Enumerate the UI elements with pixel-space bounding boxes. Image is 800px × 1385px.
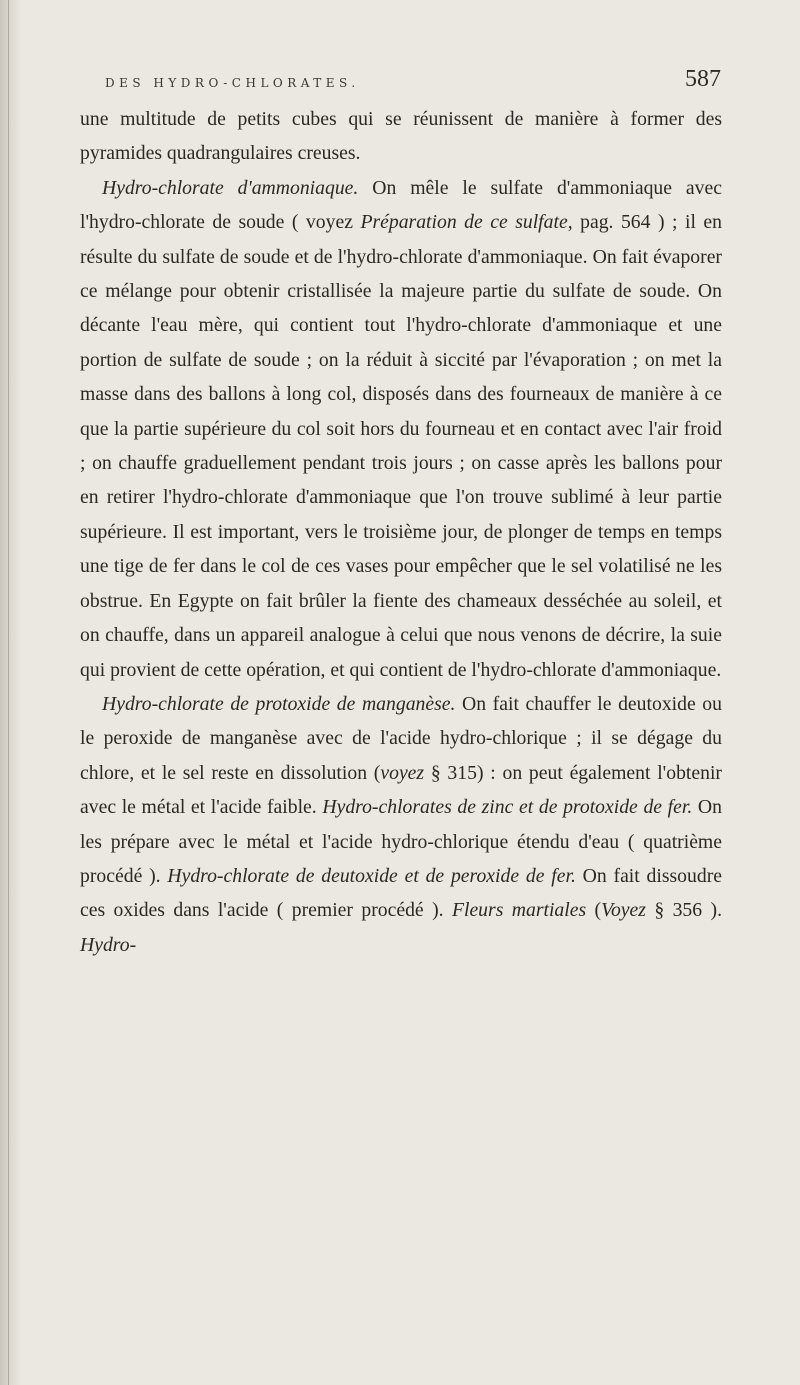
binding-shadow	[0, 0, 22, 1385]
italic-text: Hydro-chlorate de protoxide de manganèse.	[102, 692, 456, 715]
binding-edge	[8, 0, 9, 1385]
text-run: § 315) : on peut également l'obtenir avec le métal et l'acide faible.	[80, 761, 722, 819]
italic-text: Hydro-chlorate de deutoxide et de peroxide de fer.	[167, 864, 576, 887]
italic-text: voyez	[380, 761, 425, 784]
running-head: DES HYDRO-CHLORATES.	[105, 76, 360, 90]
text-run: une multitude de petits cubes qui se réunissent de manière à former des pyramides quadrangulaires creuses.	[80, 108, 722, 165]
body-text	[80, 102, 722, 962]
page-header	[105, 64, 721, 98]
italic-text: Voyez	[601, 899, 646, 922]
italic-text: Fleurs martiales	[451, 899, 587, 922]
text-run: On mêle le sulfate d'ammoniaque avec l'hydro-chlorate de soude ( voyez	[80, 176, 722, 234]
paragraph-hydro-chlorate-manganese	[80, 687, 722, 962]
text-run: On fait dissoudre ces oxides dans l'acide ( premier procédé ).	[80, 864, 722, 922]
text-run: On les prépare avec le métal et l'acide hydro-chlorique étendu d'eau ( quatrième procédé ).	[80, 796, 722, 887]
paragraph-hydro-chlorate-ammoniaque	[80, 171, 722, 687]
text-run: , pag. 564 ) ; il en résulte du sulfate de soude et de l'hydro-chlorate d'ammoniaque. On fait évaporer ce mélange pour obtenir cristallisée la majeure partie du sulfate de soude. On décante l'eau mère, qui contient tout l'hydro-chlorate d'ammoniaque et une portion de sulfate de soude ; on la réduit à siccité par l'évaporation ; on met la masse dans des ballons à long col, disposés dans des fourneaux de manière à ce que la partie supérieure du col soit hors du fourneau et en contact avec l'air froid ; on chauffe graduellement pendant trois jours ; on casse après les ballons pour en retirer l'hydro-chlorate d'ammoniaque que l'on trouve sublimé à leur partie supérieure. Il est important, vers le troisième jour, de plonger de temps en temps une tige de fer dans le col de ces vases pour empêcher que le sel volatilisé ne les obstrue. En Egypte on fait brûler la fiente des chameaux desséchée au soleil, et on chauffe, dans un appareil analogue à celui que nous venons de décrire, la suie qui provient de cette opération, et qui contient de l'hydro-chlorate d'ammoniaque.	[80, 211, 723, 681]
text-run: (	[586, 899, 602, 922]
text-run: § 356 ).	[645, 899, 722, 922]
italic-text: Hydro-chlorates de zinc et de protoxide de fer.	[322, 796, 693, 819]
italic-text: Hydro-chlorate d'ammoniaque.	[102, 176, 359, 199]
italic-text: Hydro-	[80, 933, 137, 956]
italic-text: Préparation de ce sulfate	[360, 211, 568, 234]
text-run: On fait chauffer le deutoxide ou le peroxide de manganèse avec de l'acide hydro-chlorique ; il se dégage du chlore, et le sel reste en dissolution (	[80, 692, 722, 784]
paragraph-continuation	[80, 102, 722, 171]
page-number: 587	[685, 66, 721, 92]
